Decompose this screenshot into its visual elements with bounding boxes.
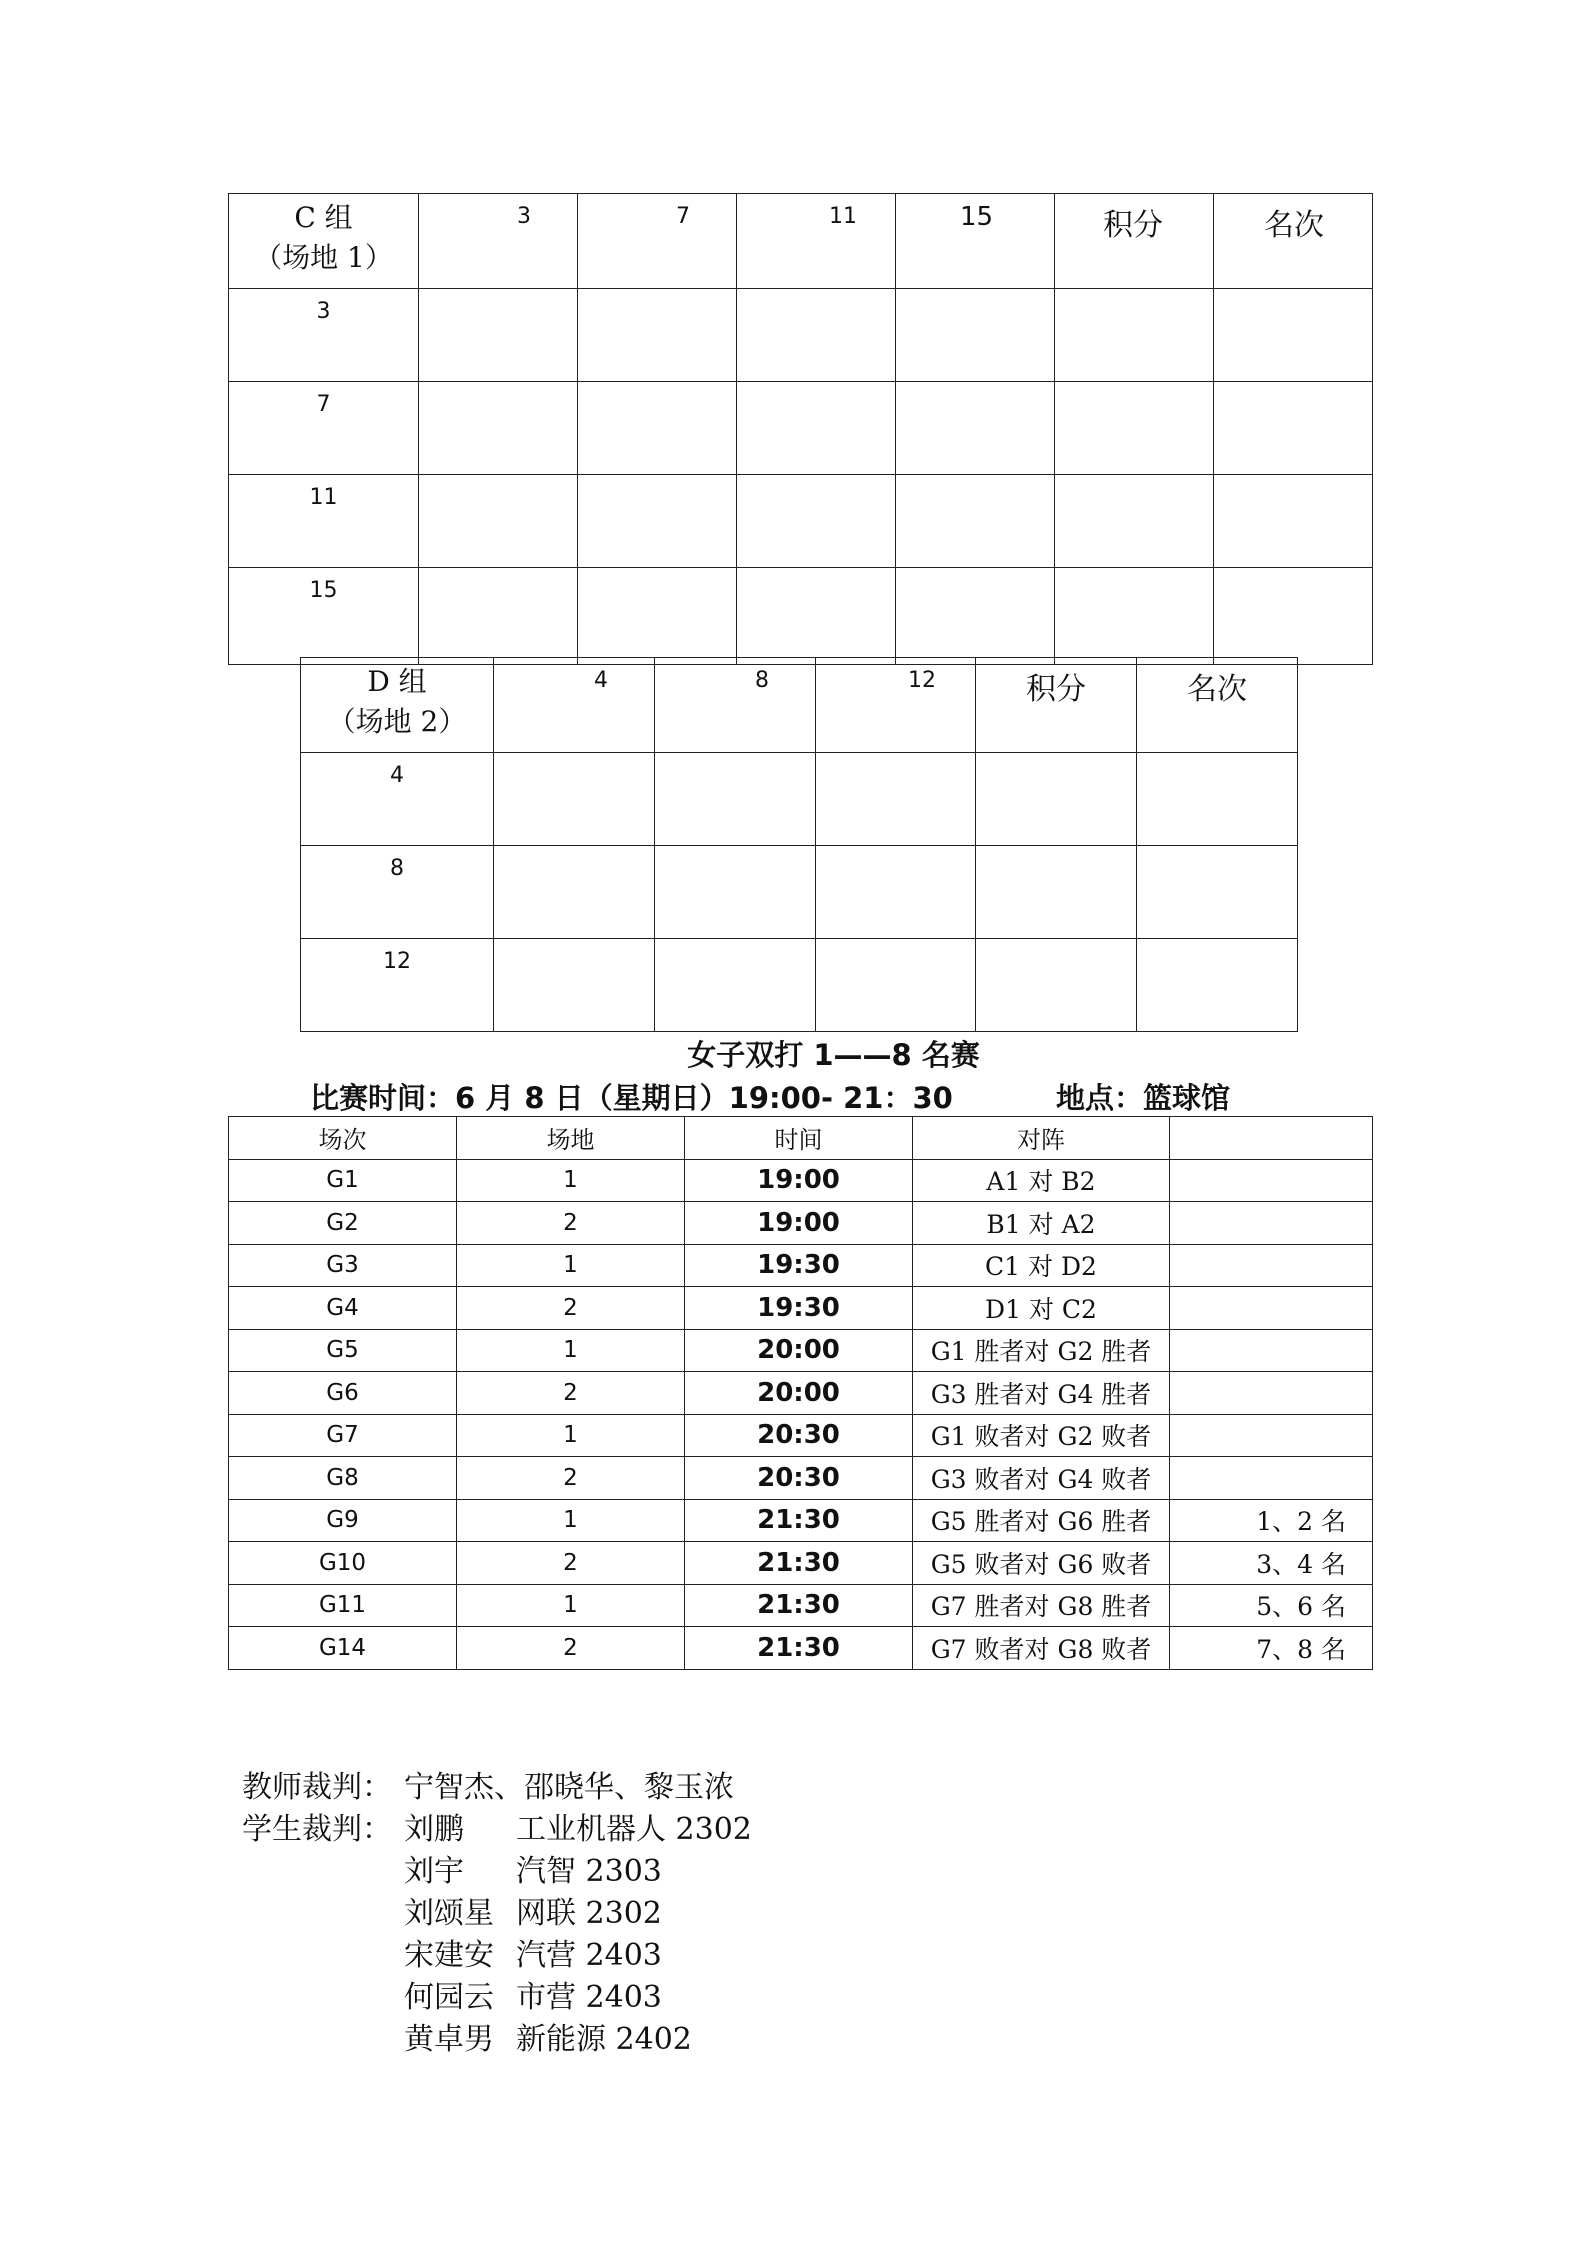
game-id: G3 — [229, 1244, 457, 1287]
placing — [1170, 1159, 1373, 1202]
placing — [1170, 1372, 1373, 1415]
student-referee-name: 刘宇 — [404, 1854, 464, 1889]
score-cell — [896, 289, 1055, 382]
time: 19:30 — [685, 1287, 913, 1330]
group-c-row — [229, 568, 1373, 665]
score-cell — [1214, 289, 1373, 382]
time: 21:30 — [685, 1584, 913, 1627]
score-cell — [896, 382, 1055, 475]
score-cell — [1055, 475, 1214, 568]
schedule-row — [229, 1244, 1373, 1287]
game-id: G1 — [229, 1159, 457, 1202]
game-id: G14 — [229, 1627, 457, 1670]
score-cell — [737, 382, 896, 475]
schedule-venue: 地点：篮球馆 — [1056, 1081, 1231, 1115]
game-id: G4 — [229, 1287, 457, 1330]
group-c-title-line2: （场地 1） — [254, 241, 393, 274]
group-d-title — [301, 658, 494, 753]
group-d-row-label: 4 — [301, 753, 494, 846]
game-id: G8 — [229, 1457, 457, 1500]
score-cell — [816, 939, 976, 1032]
placing — [1170, 1329, 1373, 1372]
court: 2 — [457, 1457, 685, 1500]
game-id: G7 — [229, 1414, 457, 1457]
court: 1 — [457, 1244, 685, 1287]
match: A1 对 B2 — [913, 1159, 1170, 1202]
court: 1 — [457, 1499, 685, 1542]
group-c-row-label: 11 — [229, 475, 419, 568]
schedule-row — [229, 1287, 1373, 1330]
placing: 7、8 名 — [1170, 1627, 1373, 1670]
teacher-referee-label: 教师裁判： — [242, 1770, 392, 1805]
match: G5 败者对 G6 败者 — [913, 1542, 1170, 1585]
score-cell — [578, 475, 737, 568]
group-d-table — [300, 657, 1298, 1032]
court: 1 — [457, 1414, 685, 1457]
group-d-row — [301, 753, 1298, 846]
student-referee-name: 刘鹏 — [404, 1812, 464, 1847]
group-d-title-line1: D 组 — [367, 665, 427, 698]
student-referee-label: 学生裁判： — [242, 1812, 392, 1847]
score-cell — [1214, 382, 1373, 475]
time: 20:30 — [685, 1457, 913, 1500]
student-referee-class: 新能源 2402 — [516, 2022, 692, 2057]
game-id: G11 — [229, 1584, 457, 1627]
score-cell — [1137, 939, 1298, 1032]
score-cell — [896, 568, 1055, 665]
placing — [1170, 1457, 1373, 1500]
match: G3 败者对 G4 败者 — [913, 1457, 1170, 1500]
group-c-row-label: 7 — [229, 382, 419, 475]
student-referee-class: 汽智 2303 — [516, 1854, 662, 1889]
score-cell — [494, 846, 655, 939]
score-cell — [655, 753, 816, 846]
group-c-table — [228, 193, 1373, 665]
group-c-row — [229, 475, 1373, 568]
placing — [1170, 1414, 1373, 1457]
match: G1 胜者对 G2 胜者 — [913, 1329, 1170, 1372]
placing — [1170, 1287, 1373, 1330]
schedule-row — [229, 1499, 1373, 1542]
score-cell — [419, 289, 578, 382]
time: 19:00 — [685, 1202, 913, 1245]
group-c-header-row — [229, 194, 1373, 289]
match: G1 败者对 G2 败者 — [913, 1414, 1170, 1457]
court: 2 — [457, 1202, 685, 1245]
court: 2 — [457, 1627, 685, 1670]
game-id: G9 — [229, 1499, 457, 1542]
group-c-col-header-points: 积分 — [1055, 194, 1214, 289]
group-c-row — [229, 289, 1373, 382]
group-c-title-line1: C 组 — [294, 201, 353, 234]
schedule-row — [229, 1584, 1373, 1627]
placing — [1170, 1202, 1373, 1245]
score-cell — [494, 939, 655, 1032]
score-cell — [419, 568, 578, 665]
score-cell — [737, 475, 896, 568]
group-c-row-label: 15 — [229, 568, 419, 665]
time: 21:30 — [685, 1499, 913, 1542]
court: 2 — [457, 1287, 685, 1330]
score-cell — [419, 382, 578, 475]
court: 1 — [457, 1159, 685, 1202]
score-cell — [578, 289, 737, 382]
score-cell — [976, 939, 1137, 1032]
student-referee-name: 宋建安 — [404, 1938, 494, 1973]
student-referee-name: 黄卓男 — [404, 2022, 494, 2057]
group-d-row — [301, 939, 1298, 1032]
student-referee-class: 工业机器人 2302 — [516, 1812, 752, 1847]
group-c-row-label: 3 — [229, 289, 419, 382]
student-referee-name: 刘颂星 — [404, 1896, 494, 1931]
score-cell — [655, 846, 816, 939]
match: G5 胜者对 G6 胜者 — [913, 1499, 1170, 1542]
match: G7 胜者对 G8 胜者 — [913, 1584, 1170, 1627]
time: 21:30 — [685, 1542, 913, 1585]
court: 1 — [457, 1329, 685, 1372]
student-referee-class: 汽营 2403 — [516, 1938, 662, 1973]
placing — [1170, 1244, 1373, 1287]
game-id: G10 — [229, 1542, 457, 1585]
game-id: G5 — [229, 1329, 457, 1372]
student-referee-class: 网联 2302 — [516, 1896, 662, 1931]
placing: 3、4 名 — [1170, 1542, 1373, 1585]
time: 20:00 — [685, 1329, 913, 1372]
score-cell — [1055, 382, 1214, 475]
score-cell — [737, 289, 896, 382]
score-cell — [494, 753, 655, 846]
score-cell — [976, 846, 1137, 939]
score-cell — [1055, 568, 1214, 665]
court: 2 — [457, 1542, 685, 1585]
score-cell — [737, 568, 896, 665]
schedule-row — [229, 1202, 1373, 1245]
group-c-col-header-rank: 名次 — [1214, 194, 1373, 289]
group-c-title — [229, 194, 419, 289]
match: C1 对 D2 — [913, 1244, 1170, 1287]
schedule-header-time: 时间 — [685, 1117, 913, 1160]
game-id: G2 — [229, 1202, 457, 1245]
score-cell — [1214, 475, 1373, 568]
group-d-row-label: 8 — [301, 846, 494, 939]
group-c-col-header: 7 — [578, 194, 737, 289]
schedule-row — [229, 1542, 1373, 1585]
schedule-row — [229, 1372, 1373, 1415]
time: 19:30 — [685, 1244, 913, 1287]
match: D1 对 C2 — [913, 1287, 1170, 1330]
court: 1 — [457, 1584, 685, 1627]
match: G7 败者对 G8 败者 — [913, 1627, 1170, 1670]
score-cell — [655, 939, 816, 1032]
schedule-header-match: 对阵 — [913, 1117, 1170, 1160]
score-cell — [896, 475, 1055, 568]
time: 21:30 — [685, 1627, 913, 1670]
match: B1 对 A2 — [913, 1202, 1170, 1245]
group-d-header-row — [301, 658, 1298, 753]
time: 20:00 — [685, 1372, 913, 1415]
group-d-col-header-rank: 名次 — [1137, 658, 1298, 753]
schedule-row — [229, 1457, 1373, 1500]
court: 2 — [457, 1372, 685, 1415]
schedule-header-court: 场地 — [457, 1117, 685, 1160]
placing: 1、2 名 — [1170, 1499, 1373, 1542]
score-cell — [578, 568, 737, 665]
schedule-row — [229, 1414, 1373, 1457]
group-d-row-label: 12 — [301, 939, 494, 1032]
score-cell — [1137, 753, 1298, 846]
match: G3 胜者对 G4 胜者 — [913, 1372, 1170, 1415]
schedule-title: 女子双打 1——8 名赛 — [687, 1038, 980, 1072]
group-d-title-line2: （场地 2） — [327, 705, 467, 738]
group-d-col-header: 4 — [494, 658, 655, 753]
group-c-row — [229, 382, 1373, 475]
score-cell — [578, 382, 737, 475]
schedule-header-game: 场次 — [229, 1117, 457, 1160]
placing: 5、6 名 — [1170, 1584, 1373, 1627]
score-cell — [816, 846, 976, 939]
time: 20:30 — [685, 1414, 913, 1457]
student-referee-name: 何园云 — [404, 1980, 494, 2015]
group-c-col-header: 3 — [419, 194, 578, 289]
score-cell — [976, 753, 1137, 846]
game-id: G6 — [229, 1372, 457, 1415]
score-cell — [419, 475, 578, 568]
group-d-col-header-points: 积分 — [976, 658, 1137, 753]
schedule-row — [229, 1159, 1373, 1202]
schedule-header-row — [229, 1117, 1373, 1160]
schedule-time-line: 比赛时间：6 月 8 日（星期日）19:00- 21：30 — [310, 1081, 953, 1115]
schedule-row — [229, 1329, 1373, 1372]
time: 19:00 — [685, 1159, 913, 1202]
schedule-row — [229, 1627, 1373, 1670]
group-c-col-header: 11 — [737, 194, 896, 289]
score-cell — [1137, 846, 1298, 939]
group-d-col-header: 12 — [816, 658, 976, 753]
score-cell — [1214, 568, 1373, 665]
score-cell — [1055, 289, 1214, 382]
score-cell — [816, 753, 976, 846]
group-d-col-header: 8 — [655, 658, 816, 753]
teacher-referee-names: 宁智杰、邵晓华、黎玉浓 — [404, 1770, 734, 1805]
student-referee-class: 市营 2403 — [516, 1980, 662, 2015]
group-c-col-header: 15 — [896, 194, 1055, 289]
group-d-row — [301, 846, 1298, 939]
schedule-table — [228, 1116, 1373, 1670]
schedule-header-place — [1170, 1117, 1373, 1160]
